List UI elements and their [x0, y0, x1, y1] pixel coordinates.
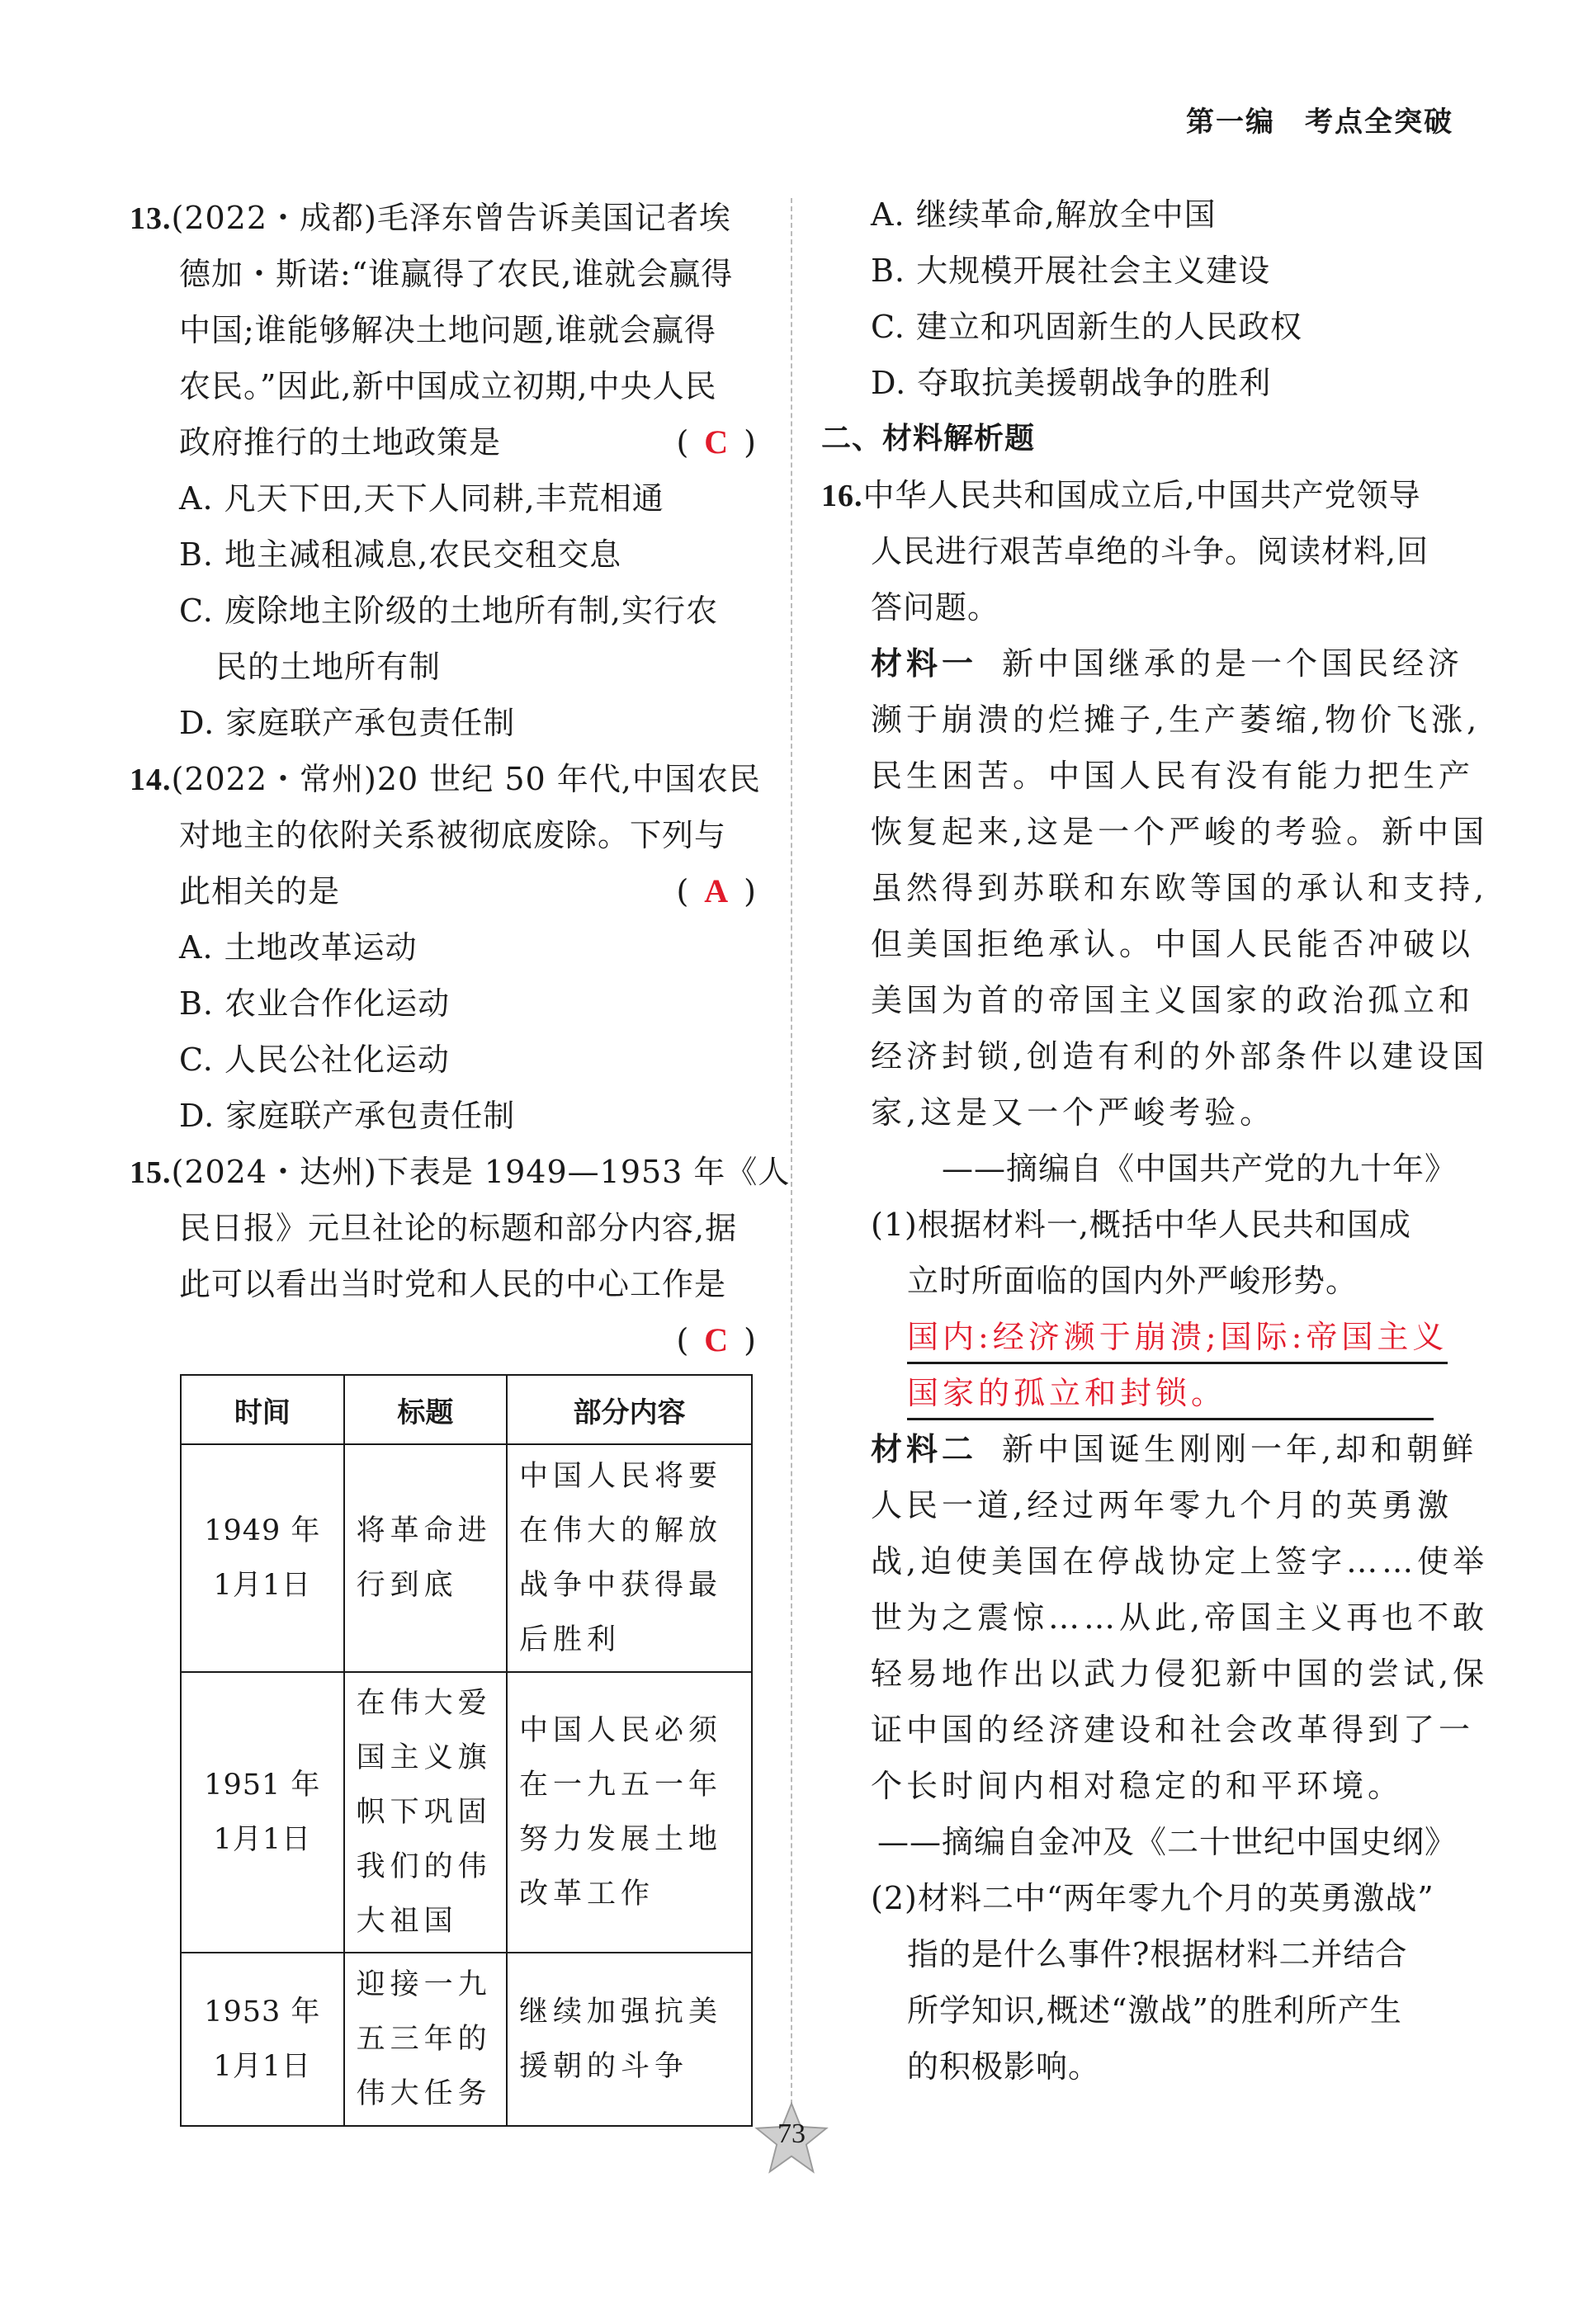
material-1-line: 恢复起来,这是一个严峻的考验。新中国 — [871, 814, 1489, 850]
left-column — [130, 190, 791, 1368]
header-part: 第一编 — [1186, 106, 1275, 139]
q15-option-c: C. 建立和巩固新生的人民政权 — [871, 309, 1302, 345]
q16-sub2-line-2: 指的是什么事件?根据材料二并结合 — [907, 1936, 1408, 1972]
q13-option-b: B. 地主减租减息,农民交租交息 — [179, 536, 622, 573]
q14-option-a: A. 土地改革运动 — [179, 929, 418, 966]
q15-number: 15. — [130, 1155, 172, 1190]
q16-sub1-line-1: (1)根据材料一,概括中华人民共和国成 — [871, 1207, 1411, 1243]
q13-line-2: 德加・斯诺:“谁赢得了农民,谁就会赢得 — [179, 256, 734, 292]
q15-answer-line — [130, 1312, 757, 1368]
table-header-time: 时间 — [181, 1375, 344, 1444]
material-1-line-1: 材料一 新中国继承的是一个国民经济 — [871, 645, 1464, 682]
q13-line-3: 中国;谁能够解决土地问题,谁就会赢得 — [179, 312, 716, 348]
q16-line-3: 答问题。 — [871, 589, 1000, 626]
section-title: 二、材料解析题 — [821, 422, 1036, 456]
q15-table — [180, 1374, 753, 2127]
right-column — [821, 187, 1489, 2095]
material-1-label: 材料一 — [871, 645, 978, 682]
q13-option-d: D. 家庭联产承包责任制 — [179, 705, 516, 741]
table-cell-title: 在伟大爱国主义旗帜下巩固我们的伟大祖国 — [344, 1672, 507, 1953]
q16-number: 16. — [821, 479, 863, 513]
material-2-label: 材料二 — [871, 1431, 978, 1467]
q15-answer: ( C ) — [676, 1321, 757, 1358]
table-cell-title: 将革命进行到底 — [344, 1444, 507, 1672]
q14-option-c: C. 人民公社化运动 — [179, 1042, 450, 1078]
q14-answer: ( A ) — [676, 872, 757, 909]
page-header — [1156, 99, 1453, 139]
table-cell-title: 迎接一九五三年的伟大任务 — [344, 1953, 507, 2126]
q15-option-a: A. 继续革命,解放全中国 — [871, 196, 1217, 233]
q13-line-1: 13.(2022・成都)毛泽东曾告诉美国记者埃 — [130, 200, 731, 236]
material-2-line: 人民一道,经过两年零九个月的英勇激 — [871, 1487, 1453, 1523]
q13-line-4: 农民。”因此,新中国成立初期,中央人民 — [179, 368, 717, 404]
material-2-line-1: 材料二 新中国诞生刚刚一年,却和朝鲜 — [871, 1431, 1478, 1467]
material-1-line: 家,这是又一个严峻考验。 — [871, 1094, 1276, 1131]
table-header-title: 标题 — [344, 1375, 507, 1444]
material-1-source: ——摘编自《中国共产党的九十年》 — [941, 1150, 1457, 1187]
material-2-source: ——摘编自金冲及《二十世纪中国史纲》 — [877, 1824, 1457, 1860]
table-cell-date: 1953 年 1月1日 — [181, 1953, 344, 2126]
material-2-line: 个长时间内相对稳定的和平环境。 — [871, 1768, 1404, 1804]
q14-option-b: B. 农业合作化运动 — [179, 985, 451, 1022]
q15-option-d: D. 夺取抗美援朝战争的胜利 — [871, 365, 1272, 401]
q16-sub1-answer-line-1: 国内:经济濒于崩溃;国际:帝国主义 — [821, 1309, 1457, 1365]
material-2-line: 战,迫使美国在停战协定上签字……使举 — [871, 1543, 1489, 1580]
table-row — [181, 1444, 752, 1672]
q16-line-2: 人民进行艰苦卓绝的斗争。阅读材料,回 — [871, 533, 1429, 569]
q14-number: 14. — [130, 763, 172, 797]
q13-option-c-cont: 民的土地所有制 — [215, 649, 442, 685]
material-1-line: 濒于崩溃的烂摊子,生产萎缩,物价飞涨, — [871, 701, 1481, 738]
column-divider — [791, 198, 792, 2129]
q13-line-5: 政府推行的土地政策是 ( C ) — [130, 414, 757, 470]
q13-number: 13. — [130, 201, 172, 236]
q14-line-3: 此相关的是 ( A ) — [130, 863, 757, 919]
q16-sub2-line-4: 的积极影响。 — [907, 2048, 1101, 2085]
page-number-badge — [753, 2100, 830, 2178]
q16-line-1: 16.中华人民共和国成立后,中国共产党领导 — [821, 477, 1421, 513]
header-section: 考点全突破 — [1305, 106, 1453, 139]
table-row — [181, 1672, 752, 1953]
q16-sub1-line-2: 立时所面临的国内外严峻形势。 — [907, 1263, 1359, 1299]
table-header-row — [181, 1375, 752, 1444]
q16-sub2-line-3: 所学知识,概述“激战”的胜利所产生 — [907, 1992, 1402, 2029]
table-cell-content: 继续加强抗美援朝的斗争 — [507, 1953, 752, 2126]
table-header-content: 部分内容 — [507, 1375, 752, 1444]
material-1-line: 民生困苦。中国人民有没有能力把生产 — [871, 758, 1475, 794]
table-cell-content: 中国人民将要在伟大的解放战争中获得最后胜利 — [507, 1444, 752, 1672]
material-1-line: 美国为首的帝国主义国家的政治孤立和 — [871, 982, 1475, 1018]
q14-line-2: 对地主的依附关系被彻底废除。下列与 — [179, 817, 727, 853]
q15-line-1: 15.(2024・达州)下表是 1949—1953 年《人 — [130, 1154, 791, 1190]
q15-line-2: 民日报》元旦社论的标题和部分内容,据 — [179, 1210, 738, 1246]
table-cell-content: 中国人民必须在一九五一年努力发展土地改革工作 — [507, 1672, 752, 1953]
q15-option-b: B. 大规模开展社会主义建设 — [871, 253, 1271, 289]
q16-sub1-answer-line-2: 国家的孤立和封锁。 — [821, 1365, 1457, 1421]
q13-option-a: A. 凡天下田,天下人同耕,丰荒相通 — [179, 480, 664, 517]
table-cell-date: 1949 年 1月1日 — [181, 1444, 344, 1672]
material-2-line: 证中国的经济建设和社会改革得到了一 — [871, 1712, 1475, 1748]
material-1-line: 虽然得到苏联和东欧等国的承认和支持, — [871, 870, 1489, 906]
table-cell-date: 1951 年 1月1日 — [181, 1672, 344, 1953]
table-row — [181, 1953, 752, 2126]
page-number: 73 — [777, 2119, 806, 2149]
q16-sub2-line-1: (2)材料二中“两年零九个月的英勇激战” — [871, 1880, 1434, 1916]
q13-answer: ( C ) — [676, 423, 757, 461]
material-1-line: 经济封锁,创造有利的外部条件以建设国 — [871, 1038, 1489, 1075]
material-2-line: 轻易地作出以武力侵犯新中国的尝试,保 — [871, 1656, 1489, 1692]
q15-line-3: 此可以看出当时党和人民的中心工作是 — [179, 1266, 727, 1302]
q13-option-c: C. 废除地主阶级的土地所有制,实行农 — [179, 593, 718, 629]
material-1-line: 但美国拒绝承认。中国人民能否冲破以 — [871, 926, 1475, 962]
q14-option-d: D. 家庭联产承包责任制 — [179, 1098, 516, 1134]
material-2-line: 世为之震惊……从此,帝国主义再也不敢 — [871, 1599, 1489, 1636]
q14-line-1: 14.(2022・常州)20 世纪 50 年代,中国农民 — [130, 761, 761, 797]
